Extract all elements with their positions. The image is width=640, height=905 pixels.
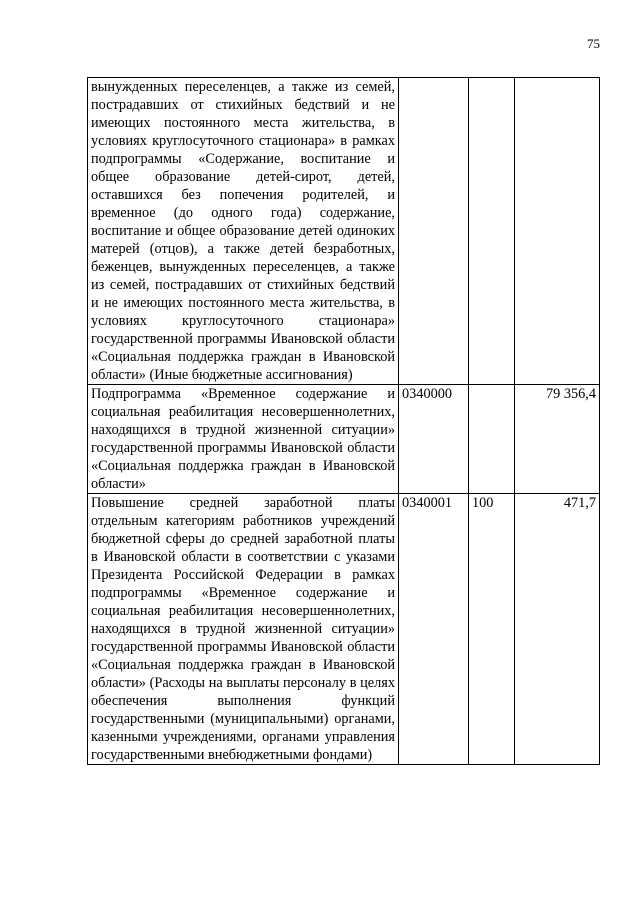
row-type-cell <box>469 78 515 385</box>
table-row <box>88 385 600 494</box>
row-type-cell: 100 <box>469 494 515 765</box>
row-type-cell <box>469 385 515 494</box>
row-name-cell: Повышение средней заработной платы отдельным категориям работников учреждений бюджетной сферы до средней заработной платы в Ивановской области в соответствии с указами Президента Российской Федерации в рамках подпрограммы «Временное содержание и социальная реабилитация несовершеннолетних, находящихся в трудной жизненной ситуации» государственной программы Ивановской области «Социальная поддержка граждан в Ивановской области» (Расходы на выплаты персоналу в целях обеспечения выполнения функций государственными (муниципальными) органами, казенными учреждениями, органами управления государственными внебюджетными фондами) <box>88 494 399 765</box>
row-code-cell: 0340000 <box>399 385 469 494</box>
row-code-cell <box>399 78 469 385</box>
budget-table <box>87 77 600 765</box>
row-sum-cell: 79 356,4 <box>515 385 600 494</box>
table-row <box>88 78 600 385</box>
table-row <box>88 494 600 765</box>
row-code-cell: 0340001 <box>399 494 469 765</box>
row-sum-cell: 471,7 <box>515 494 600 765</box>
page-number: 75 <box>587 36 600 51</box>
row-sum-cell <box>515 78 600 385</box>
row-name-cell: Подпрограмма «Временное содержание и социальная реабилитация несовершеннолетних, находящихся в трудной жизненной ситуации» государственной программы Ивановской области «Социальная поддержка граждан в Ивановской области» <box>88 385 399 494</box>
row-name-cell: вынужденных переселенцев, а также из семей, пострадавших от стихийных бедствий и не имеющих постоянного места жительства, в условиях круглосуточного стационара» в рамках подпрограммы «Содержание, воспитание и общее образование детей-сирот, детей, оставшихся без попечения родителей, и временное (до одного года) содержание, воспитание и общее образование детей одиноких матерей (отцов), а также детей безработных, беженцев, вынужденных переселенцев, а также из семей, пострадавших от стихийных бедствий и не имеющих постоянного места жительства, в условиях круглосуточного стационара» государственной программы Ивановской области «Социальная поддержка граждан в Ивановской области» (Иные бюджетные ассигнования) <box>88 78 399 385</box>
